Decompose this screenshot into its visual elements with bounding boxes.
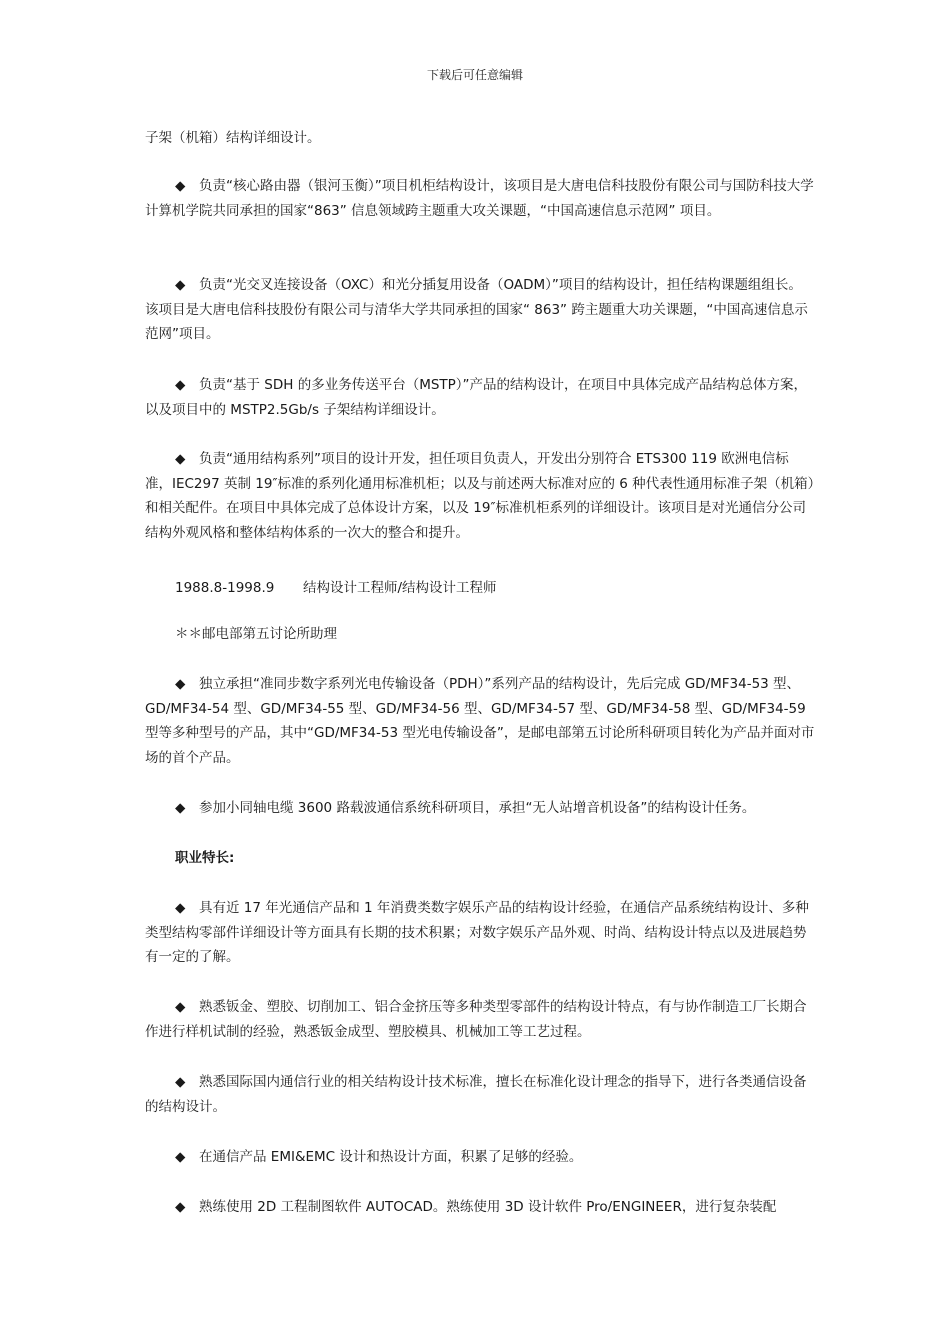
paragraph-text: 独立承担“准同步数字系列光电传输设备（PDH）”系列产品的结构设计，先后完成 GD/MF34-53 型、GD/MF34-54 型、GD/MF34-55 型、GD/MF34-56 型、GD/MF34-57 型、GD/MF34-58 型、GD/MF34-59 型等多种型号的产品，其中“GD/MF34-53 型光电传输设备”，是邮电部第五讨论所科研项目转化为产品并面对市场的首个产品。: [145, 676, 815, 766]
paragraph-text: 负责“通用结构系列”项目的设计开发，担任项目负责人，开发出分别符合 ETS300 119 欧洲电信标准，IEC297 英制 19″标准的系列化通用标准机柜；以及与前述两大标准对应的 6 种代表性通用标准子架（机箱）和相关配件。在项目中具体完成了总体设计方案，以及 19″标准机柜系列的详细设计。该项目是对光通信分公司结构外观风格和整体结构体系的一次大的整合和提升。: [145, 451, 815, 541]
paragraph-text: 在通信产品 EMI&EMC 设计和热设计方面，积累了足够的经验。: [199, 1149, 583, 1165]
paragraph-text: 熟悉国际国内通信行业的相关结构设计技术标准，擅长在标准化设计理念的指导下，进行各类通信设备的结构设计。: [145, 1074, 807, 1115]
paragraph-text: 负责“光交叉连接设备（OXC）和光分插复用设备（OADM）”项目的结构设计，担任结构课题组组长。该项目是大唐电信科技股份有限公司与清华大学共同承担的国家“ 863” 跨主题重大功关课题，“中国高速信息示范网”项目。: [145, 277, 808, 342]
paragraph-text: 负责“基于 SDH 的多业务传送平台（MSTP）”产品的结构设计，在项目中具体完成产品结构总体方案，以及项目中的 MSTP2.5Gb/s 子架结构详细设计。: [145, 377, 808, 418]
bullet-paragraph: [145, 174, 815, 223]
job-period: 1988.8-1998.9: [175, 580, 275, 596]
bullet-diamond-icon: ◆: [175, 451, 186, 467]
bullet-diamond-icon: ◆: [175, 999, 186, 1015]
bullet-paragraph: [145, 1195, 815, 1220]
employer-line: ＊＊邮电部第五讨论所助理: [175, 626, 337, 642]
section-heading: 职业特长:: [175, 850, 235, 866]
bullet-paragraph: [145, 672, 815, 770]
bullet-paragraph: [145, 447, 815, 545]
bullet-diamond-icon: ◆: [175, 1149, 186, 1165]
bullet-diamond-icon: ◆: [175, 178, 186, 194]
bullet-paragraph: [145, 273, 815, 347]
paragraph-text: 熟悉钣金、塑胶、切削加工、铝合金挤压等多种类型零部件的结构设计特点，有与协作制造工厂长期合作进行样机试制的经验，熟悉钣金成型、塑胶模具、机械加工等工艺过程。: [145, 999, 807, 1040]
paragraph-text: 参加小同轴电缆 3600 路载波通信系统科研项目，承担“无人站增音机设备”的结构设计任务。: [199, 800, 756, 816]
bullet-paragraph: [145, 1070, 815, 1119]
bullet-diamond-icon: ◆: [175, 377, 186, 393]
bullet-paragraph: [145, 1145, 815, 1170]
bullet-diamond-icon: ◆: [175, 676, 186, 692]
bullet-diamond-icon: ◆: [175, 277, 186, 293]
paragraph-text: 熟练使用 2D 工程制图软件 AUTOCAD。熟练使用 3D 设计软件 Pro/ENGINEER，进行复杂装配: [199, 1199, 777, 1215]
paragraph-continuation: 子架（机箱）结构详细设计。: [145, 130, 321, 146]
paragraph-text: 具有近 17 年光通信产品和 1 年消费类数字娱乐产品的结构设计经验，在通信产品系统结构设计、多种类型结构零部件详细设计等方面具有长期的技术积累；对数字娱乐产品外观、时尚、结构设计特点以及进展趋势有一定的了解。: [145, 900, 809, 965]
bullet-diamond-icon: ◆: [175, 1199, 186, 1215]
bullet-paragraph: [145, 373, 815, 422]
bullet-diamond-icon: ◆: [175, 900, 186, 916]
bullet-paragraph: [145, 896, 815, 970]
job-title: 结构设计工程师/结构设计工程师: [303, 580, 497, 596]
bullet-paragraph: [145, 995, 815, 1044]
page-header: 下载后可任意编辑: [426, 68, 523, 82]
bullet-diamond-icon: ◆: [175, 800, 186, 816]
job-entry: [175, 576, 497, 596]
paragraph-text: 负责“核心路由器（银河玉衡）”项目机柜结构设计，该项目是大唐电信科技股份有限公司与国防科技大学计算机学院共同承担的国家“863” 信息领域跨主题重大攻关课题，“中国高速信息示范网” 项目。: [145, 178, 814, 219]
bullet-paragraph: [145, 796, 815, 821]
bullet-diamond-icon: ◆: [175, 1074, 186, 1090]
